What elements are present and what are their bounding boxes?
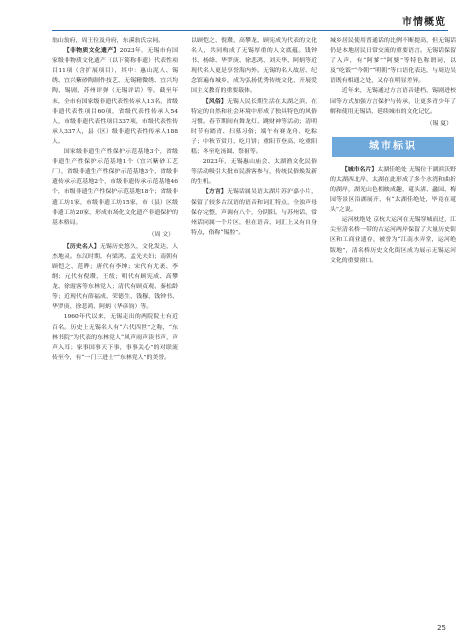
dialect-text: 无锡话属吴语太湖片苏沪嘉小片，保留了较多古汉语的语音和词汇特点，全浊声母保存完整，声调有八个，分阴阳。与苏州话、常州话同属一个片区，但在语音、词汇上又有自身特点，俗称“锡腔”。 (191, 189, 317, 236)
paragraph: 城乡居民使用普通话的比例不断提高，但无锡话仍是本地居民日常交流的重要语言。无锡话保留了入声，有“阿爹”“阿婆”等特色称谓词，以及“吃饭”“今朝”“明朝”等口语化表达，与周边吴语既有相通之处，又存在明显差异。 (330, 38, 456, 85)
canal-paragraph: 运河枕绝处 京杭大运河在无锡穿城而过，江尖至清名桥一带的古运河两岸保留了大量历史街区和工商业遗存，被誉为“江南水弄堂，运河绝版地”，清名桥历史文化街区成为展示无锡运河文化的重要窗口。 (330, 217, 456, 264)
history-text: 无锡历史悠久，文化发达，人杰地灵。东汉时期，有梁鸿、孟光夫妇；南朝有顾恺之、范晔；唐代有李绅；宋代有尤袤、李纲；元代有倪瓒、王绂；明代有顾宪成、高攀龙、徐霞客等东林党人；清代有顾贞观、秦松龄等；近现代有薛福成、荣德生、钱穆、钱钟书、华罗庚、徐悲鸿、阿炳（华彦钧）等。 (52, 243, 178, 311)
page-header (0, 0, 468, 33)
heritage-heading: 【非物质文化遗产】 (63, 48, 120, 55)
section-title-box: 城市标识 (332, 137, 454, 157)
header-rule (52, 30, 448, 31)
source-note: （锡 夏） (426, 120, 452, 127)
paragraph: 1960年代以来，无锡走出的两院院士有近百名。历史上无锡名人有“六代四世”之称，“东林书院”为代表的东林党人“风声雨声读书声，声声入耳；家事国事天下事，事事关心”的对联流传至今，有“一门三进士”“东林党人”的美誉。 (52, 314, 178, 361)
column-3 (330, 36, 456, 616)
paragraph: 国家级非遗生产性保护示范基地3个，省级非遗生产性保护示范基地1个（宜兴紫砂工艺厂），省级非遗生产性保护示范基地3个，省级非遗传承示范基地2个，市级非遗传承示范基地46个，市级非遗生产性保护示范基地18个；省级非遗工坊1家，市级非遗工坊15家，市（县）区级非遗工坊20家，形成市场化文化遗产非遗保护的基本格局。 (52, 149, 178, 226)
symbol-text: 太湖佳绝处 无锡位于湖滨沃野的太湖西北岸，太湖在此形成了多个水湾和曲折的湖岸，湖光山色相映成趣，鼋头渚、蠡园、梅园等景区沿湖展开，有“太湖佳绝处，毕竟在鼋头”之说。 (330, 166, 456, 214)
custom-paragraph (191, 97, 317, 158)
history-paragraph (52, 242, 178, 313)
heritage-text: 2023年，无锡市有国家级非物质文化遗产（以下简称非遗）代表性项目11项（含扩展项目），其中：惠山泥人、锡绣、宜兴紫砂陶制作技艺、无锡精微绣、宜兴均陶、锡剧、苏州评弹（无锡评话）等。截至年末，全市有国家级非遗代表性传承人13名，省级非遗代表性项目60项，省级代表性传承人54人，市级非遗代表性项目337项，市级代表性传承人337人，县（区）级非遗代表性传承人188人。 (52, 48, 178, 145)
column-1 (52, 36, 178, 616)
paragraph: 以顾恺之、倪瓒、高攀龙、顾宪成为代表的文化名人，共同构成了无锡厚重的人文底蕴。钱钟书、杨绛、华罗庚、徐悲鸿、刘天华、阿炳等近现代名人更是享誉海内外。无锡的名人故居、纪念馆遍布城乡，成为弘扬优秀传统文化、开展爱国主义教育的重要载体。 (191, 38, 317, 95)
dialect-heading: 【方言】 (202, 189, 227, 196)
dialect-paragraph (191, 187, 317, 237)
paragraph: 近年来，无锡通过方言语音建档、锡剧进校园等方式加强方言保护与传承，让更多青少年了解和使用无锡话，延续城市的文化记忆。 (330, 88, 456, 115)
source-note: （周 文） (148, 231, 174, 238)
heritage-paragraph (52, 46, 178, 147)
custom-heading: 【风俗】 (202, 98, 227, 105)
column-2 (191, 36, 317, 616)
symbol-heading: 【城市名片】 (341, 166, 378, 173)
history-heading: 【历史名人】 (63, 243, 100, 250)
paragraph: 翁山翁府，周王位及舟府，东溪翁氏宗祠。 (52, 38, 164, 44)
symbol-paragraph (330, 165, 456, 215)
paragraph: 2023年，无锡惠山庙会、太湖渔文化民俗等活动吸引大批市民游客参与，传统民俗焕发新的生机。 (191, 159, 317, 186)
page-number: 25 (437, 624, 446, 632)
custom-text: 无锡人民长期生活在太湖之滨，在特定的自然和社会环境中形成了独具特色的风俗习惯。春节期间有舞龙灯、跳财神等活动；清明时节有踏青、扫墓习俗；端午有赛龙舟、吃粽子；中秋节赏月、吃月饼；重阳节登高、吃重阳糕；冬至吃汤圆、祭祖等。 (191, 98, 317, 156)
header-title: 市情概览 (402, 17, 446, 28)
